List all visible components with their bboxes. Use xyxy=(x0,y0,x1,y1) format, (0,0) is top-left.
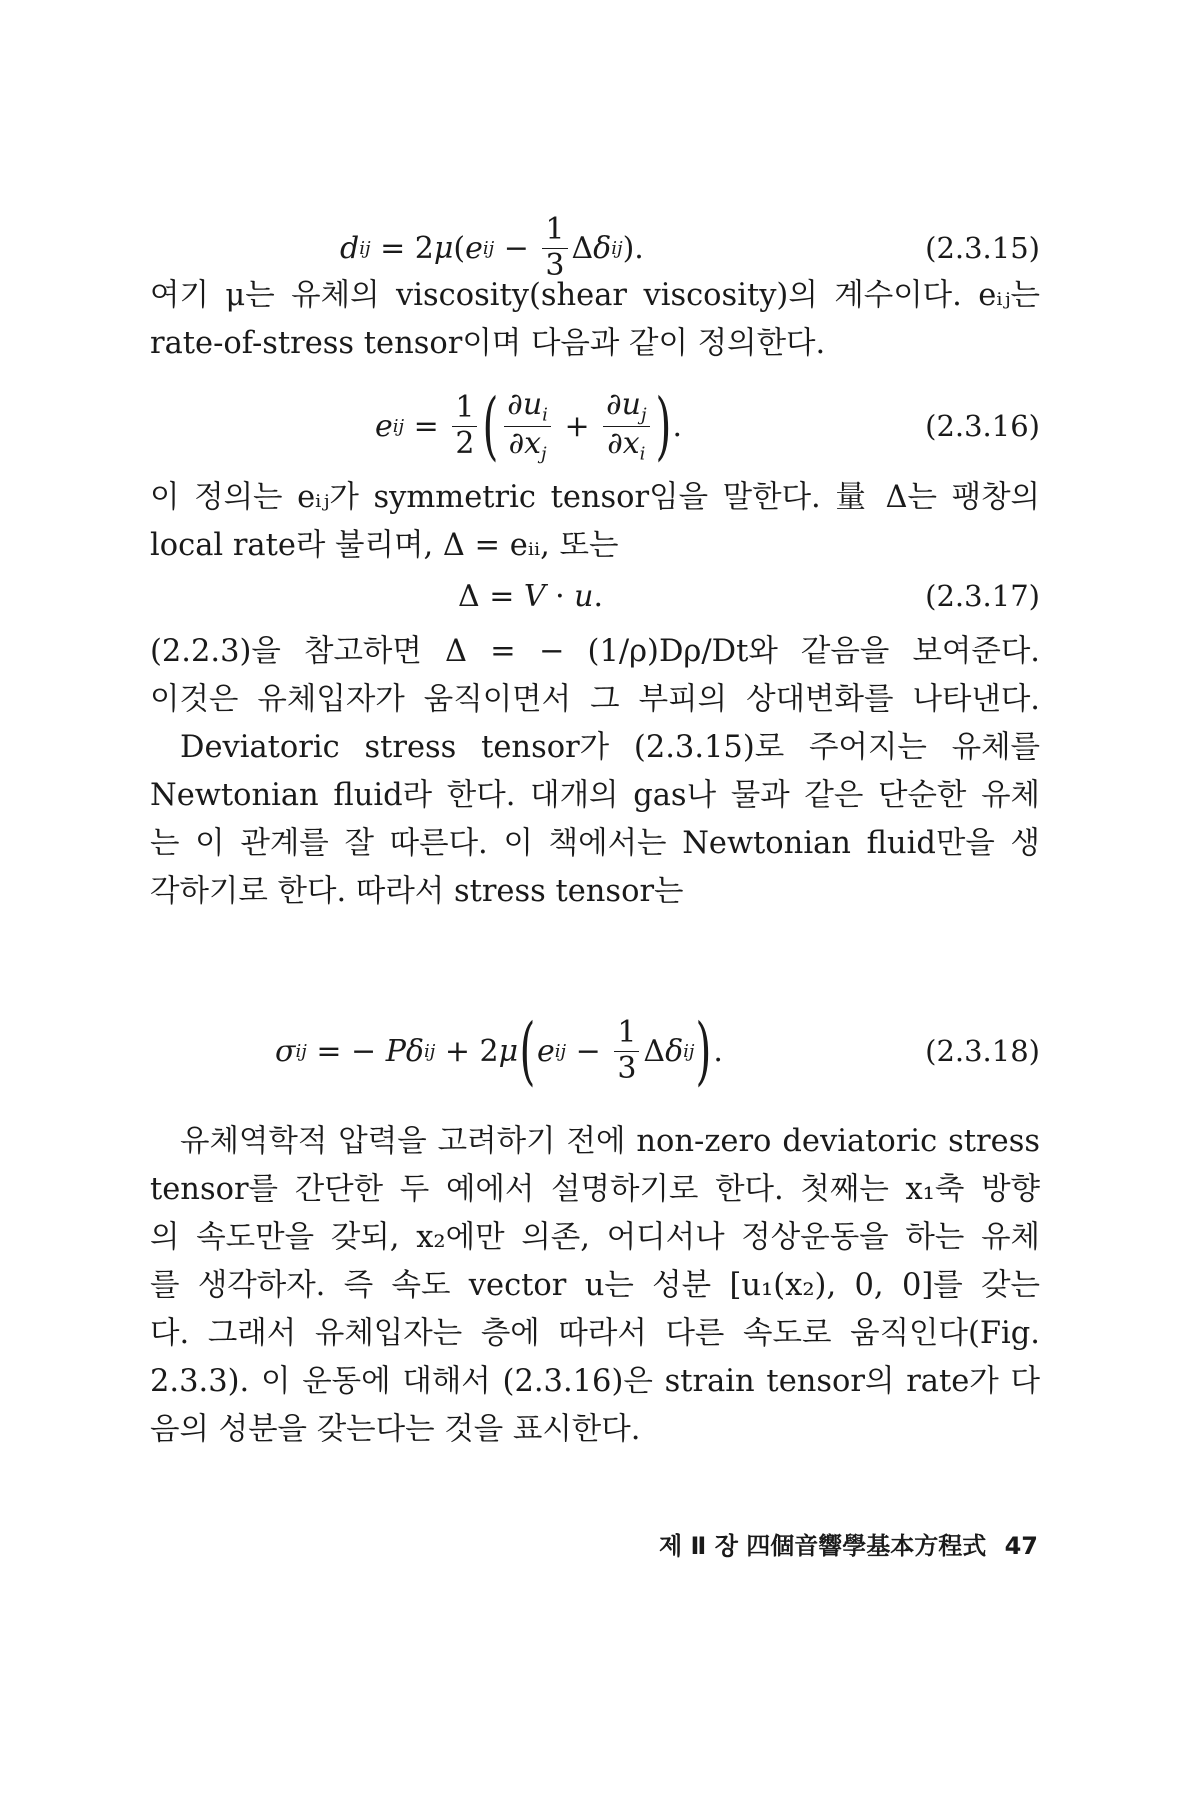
running-footer xyxy=(649,1526,1038,1561)
equation-number: (2.3.16) xyxy=(925,409,1040,443)
equation-number: (2.3.15) xyxy=(925,231,1040,265)
equation-body: e ij = $\frac{1}{2}$ ( $\frac{\partial u_i}{\partial x_j}$ + $\frac{\partial u_j}{\partial x_i}$ ) . xyxy=(375,383,682,469)
text-line: 의 속도만을 갖되, x₂에만 의존, 어디서나 정상운동을 하는 유체 xyxy=(150,1220,1040,1255)
text-line: 유체역학적 압력을 고려하기 전에 non-zero deviatoric stress xyxy=(180,1124,1040,1159)
equation-body: d ij = 2 μ ( e ij − $\frac{1}{3}$ Δ δ ij ). xyxy=(340,212,644,283)
text-line: 여기 μ는 유체의 viscosity(shear viscosity)의 계수이다. eᵢⱼ는 xyxy=(150,278,1040,313)
equation-number: (2.3.17) xyxy=(925,579,1040,613)
text-line: 2.3.3). 이 운동에 대해서 (2.3.16)은 strain tensor의 rate가 다 xyxy=(150,1364,1040,1399)
text-line: tensor를 간단한 두 예에서 설명하기로 한다. 첫째는 x₁축 방향 xyxy=(150,1172,1040,1207)
text-line: Deviatoric stress tensor가 (2.3.15)로 주어지는 유체를 xyxy=(180,730,1040,765)
page-number: 47 xyxy=(1004,1532,1038,1560)
paragraph-2 xyxy=(150,474,1040,570)
text-line: 이 정의는 eᵢⱼ가 symmetric tensor임을 말한다. 量 Δ는 팽창의 xyxy=(150,480,1040,515)
text-line: 는 이 관계를 잘 따른다. 이 책에서는 Newtonian fluid만을 생 xyxy=(150,826,1040,861)
paragraph-1 xyxy=(150,272,1040,368)
equation-2-3-18 xyxy=(150,1001,1040,1101)
equation-body: σ ij = − P δ ij + 2 μ ( e ij − $\frac{1}{3}$ Δ δ ij ) . xyxy=(275,1008,723,1094)
chapter-label: 제 Ⅱ 장 四個音響學基本方程式 xyxy=(658,1532,987,1560)
equation-body: Δ = V · u . xyxy=(458,578,604,614)
equation-number: (2.3.18) xyxy=(925,1034,1040,1068)
paragraph-4 xyxy=(150,1118,1040,1454)
text-line: rate-of-stress tensor이며 다음과 같이 정의한다. xyxy=(150,326,826,361)
text-line: (2.2.3)을 참고하면 Δ = − (1/ρ)Dρ/Dt와 같음을 보여준다. xyxy=(150,634,1040,669)
text-line: 음의 성분을 갖는다는 것을 표시한다. xyxy=(150,1412,641,1447)
equation-2-3-17 xyxy=(150,562,1040,630)
paragraph-3 xyxy=(150,628,1040,916)
text-line: local rate라 불리며, Δ = eᵢᵢ, 또는 xyxy=(150,528,619,563)
text-line: 를 생각하자. 즉 속도 vector u는 성분 [u₁(x₂), 0, 0]를 갖는 xyxy=(150,1268,1040,1303)
text-line: 각하기로 한다. 따라서 stress tensor는 xyxy=(150,874,684,909)
text-line: 다. 그래서 유체입자는 층에 따라서 다른 속도로 움직인다(Fig. xyxy=(150,1316,1040,1351)
equation-2-3-16 xyxy=(150,376,1040,476)
text-line: 이것은 유체입자가 움직이면서 그 부피의 상대변화를 나타낸다. xyxy=(150,682,1040,717)
text-line: Newtonian fluid라 한다. 대개의 gas나 물과 같은 단순한 유체 xyxy=(150,778,1040,813)
